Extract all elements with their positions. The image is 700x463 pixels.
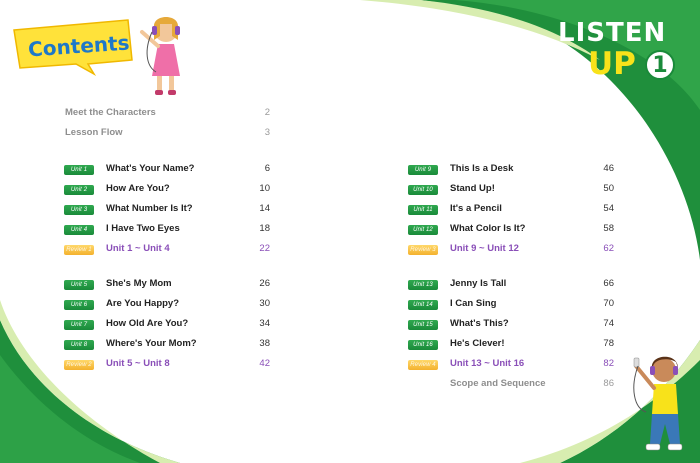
page-number: 58 (603, 223, 614, 234)
front-matter-title[interactable]: Meet the Characters (65, 107, 156, 118)
logo-listen: LISTEN (558, 18, 667, 48)
review-title[interactable]: Unit 9 ~ Unit 12 (450, 243, 519, 254)
page-number: 14 (259, 203, 270, 214)
unit-tag: Unit 2 (64, 185, 94, 195)
unit-title[interactable]: She's My Mom (106, 278, 172, 289)
back-matter-title[interactable]: Scope and Sequence (450, 378, 546, 389)
review-tag: Review 1 (64, 245, 94, 255)
girl-with-headphones-illustration (132, 10, 192, 98)
contents-title: Contents (27, 30, 131, 62)
page-number: 34 (259, 318, 270, 329)
back-matter-page: 86 (603, 378, 614, 389)
unit-tag: Unit 16 (408, 340, 438, 350)
logo-up: UP (588, 46, 636, 82)
unit-title[interactable]: What's Your Name? (106, 163, 195, 174)
unit-tag: Unit 11 (408, 205, 438, 215)
front-matter-title[interactable]: Lesson Flow (65, 127, 123, 138)
page-number: 70 (603, 298, 614, 309)
unit-tag: Unit 9 (408, 165, 438, 175)
unit-title[interactable]: Are You Happy? (106, 298, 180, 309)
page-number: 66 (603, 278, 614, 289)
unit-tag: Unit 13 (408, 280, 438, 290)
page-number: 62 (603, 243, 614, 254)
page-number: 10 (259, 183, 270, 194)
page-number: 38 (259, 338, 270, 349)
unit-tag: Unit 5 (64, 280, 94, 290)
review-tag: Review 3 (408, 245, 438, 255)
page-number: 74 (603, 318, 614, 329)
unit-title[interactable]: What Color Is It? (450, 223, 526, 234)
page-number: 78 (603, 338, 614, 349)
unit-tag: Unit 4 (64, 225, 94, 235)
unit-tag: Unit 6 (64, 300, 94, 310)
review-tag: Review 2 (64, 360, 94, 370)
unit-title[interactable]: How Are You? (106, 183, 170, 194)
review-title[interactable]: Unit 5 ~ Unit 8 (106, 358, 170, 369)
review-tag: Review 4 (408, 360, 438, 370)
unit-title[interactable]: I Can Sing (450, 298, 497, 309)
page-number: 82 (603, 358, 614, 369)
unit-title[interactable]: How Old Are You? (106, 318, 189, 329)
unit-title[interactable]: What's This? (450, 318, 509, 329)
page-number: 26 (259, 278, 270, 289)
unit-tag: Unit 15 (408, 320, 438, 330)
page-number: 54 (603, 203, 614, 214)
page-number: 30 (259, 298, 270, 309)
boy-with-headphones-illustration (626, 348, 690, 453)
unit-tag: Unit 1 (64, 165, 94, 175)
unit-tag: Unit 12 (408, 225, 438, 235)
page-number: 6 (264, 163, 270, 174)
unit-title[interactable]: This Is a Desk (450, 163, 514, 174)
logo-number-badge: 1 (645, 50, 675, 80)
page-number: 18 (259, 223, 270, 234)
page-number: 50 (603, 183, 614, 194)
unit-title[interactable]: It's a Pencil (450, 203, 502, 214)
unit-tag: Unit 14 (408, 300, 438, 310)
unit-tag: Unit 8 (64, 340, 94, 350)
unit-tag: Unit 7 (64, 320, 94, 330)
unit-tag: Unit 3 (64, 205, 94, 215)
page-number: 46 (603, 163, 614, 174)
page-number: 22 (259, 243, 270, 254)
unit-title[interactable]: I Have Two Eyes (106, 223, 180, 234)
unit-title[interactable]: He's Clever! (450, 338, 505, 349)
unit-title[interactable]: Jenny Is Tall (450, 278, 507, 289)
unit-tag: Unit 10 (408, 185, 438, 195)
page-number: 42 (259, 358, 270, 369)
review-title[interactable]: Unit 1 ~ Unit 4 (106, 243, 170, 254)
review-title[interactable]: Unit 13 ~ Unit 16 (450, 358, 525, 369)
unit-title[interactable]: Where's Your Mom? (106, 338, 197, 349)
unit-title[interactable]: What Number Is It? (106, 203, 193, 214)
front-matter-page: 2 (264, 107, 270, 118)
unit-title[interactable]: Stand Up! (450, 183, 495, 194)
front-matter-page: 3 (264, 127, 270, 138)
